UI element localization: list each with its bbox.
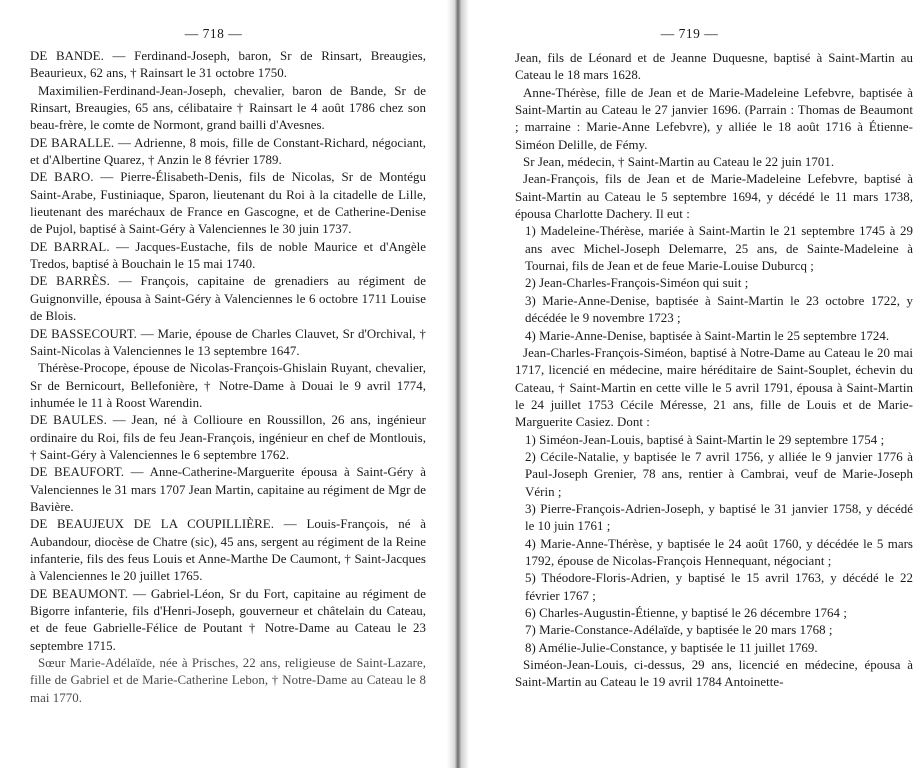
right-page: [469, 0, 918, 768]
right-page-text: [515, 50, 913, 692]
entry-de-bande: DE BANDE. — Ferdinand-Joseph, baron, Sr de Rinsart, Breaugies, Beaurieux, 62 ans, † Rainsart le 31 octobre 1750.: [30, 49, 426, 81]
child-item: 7) Marie-Constance-Adélaïde, y baptisée le 20 mars 1768 ;: [525, 623, 833, 638]
entry-paragraph: Maximilien-Ferdinand-Jean-Joseph, chevalier, baron de Bande, Sr de Rinsart, Breaugies, 65 ans, célibataire † Rainsart le 4 août 1786 chez son beau-frère, le comte de Normont, grand bailli d'Avesnes.: [30, 83, 426, 133]
page-number-left: — 718 —: [184, 26, 243, 41]
entry-de-beaufort: DE BEAUFORT. — Anne-Catherine-Marguerite épousa à Saint-Géry à Valenciennes le 31 mars 1707 Jean Martin, capitaine au régiment de Mgr de Bavière.: [30, 465, 426, 514]
left-page: [0, 0, 447, 768]
entry-paragraph: Jean-Charles-François-Siméon, baptisé à Notre-Dame au Cateau le 20 mai 1717, licencié en médecine, maire héréditaire de Saint-Souplet, échevin du Cateau, † Saint-Martin en cette ville le 5 avril 1791, épousa à Saint-Martin le 24 juillet 1753 Cécile Méresse, 21 ans, fille de Louis et de Marie-Marguerite Casiez. Dont :: [515, 345, 913, 430]
child-item: 3) Pierre-François-Adrien-Joseph, y baptisé le 31 janvier 1758, y décédé le 10 juin 1761 ;: [525, 501, 913, 534]
child-item: 1) Siméon-Jean-Louis, baptisé à Saint-Martin le 29 septembre 1754 ;: [525, 432, 885, 447]
book-gutter: [447, 0, 469, 768]
entry-de-beaumont: DE BEAUMONT. — Gabriel-Léon, Sr du Fort, capitaine au régiment de Bigorre infanterie, fils d'Henri-Joseph, gouverneur et châtelain du Cateau, et de feue Gabrielle-Félice de Poutant † Notre-Dame au Cateau le 23 septembre 1715.: [30, 586, 426, 653]
entry-de-beaujeux: DE BEAUJEUX DE LA COUPILLIÈRE. — Louis-François, né à Aubandour, diocèse de Chatre (sic), 45 ans, sergent au régiment de la Reine infanterie, fils des feus Louis et Anne-Marthe De Caumont, † Saint-Jacques à Valenciennes le 20 juillet 1765.: [30, 517, 426, 584]
entry-paragraph: Siméon-Jean-Louis, ci-dessus, 29 ans, licencié en médecine, épousa à Saint-Martin au Cateau le 19 avril 1784 Antoinette-: [515, 658, 913, 690]
child-item: 1) Madeleine-Thérèse, mariée à Saint-Martin le 21 septembre 1745 à 29 ans avec Michel-Joseph Delemarre, 25 ans, de Sainte-Madeleine à Tournai, fils de Jean et de feue Marie-Louise Duburcq ;: [525, 224, 913, 274]
entry-paragraph: Anne-Thérèse, fille de Jean et de Marie-Madeleine Lefebvre, baptisée à Saint-Martin au Cateau le 27 janvier 1696. (Parrain : Thomas de Beaumont ; marraine : Marie-Anne Lefebvre), y alliée le 18 août 1716 à Étienne-Siméon Delille, de Fémy.: [515, 85, 913, 152]
entry-de-baro: DE BARO. — Pierre-Élisabeth-Denis, fils de Nicolas, Sr de Montégu Saint-Arabe, Fustiniaque, Sparon, lieutenant du Roi à la citadelle de Lille, lieutenant des maréchaux de France en Gascogne, et de Catherine-Denise de Pujol, baptisé à Saint-Géry à Valenciennes le 30 juin 1737.: [30, 170, 426, 237]
entry-paragraph: Jean-François, fils de Jean et de Marie-Madeleine Lefebvre, baptisé à Saint-Martin au Cateau le 5 septembre 1694, y décédé le 11 mars 1738, épousa Charlotte Dachery. Il eut :: [515, 172, 913, 222]
child-item: 8) Amélie-Julie-Constance, y baptisée le 11 juillet 1769.: [525, 640, 818, 655]
left-page-text: [30, 48, 426, 707]
child-item: 2) Cécile-Natalie, y baptisée le 7 avril 1756, y alliée le 9 janvier 1776 à Paul-Joseph Grenier, 78 ans, rentier à Cambrai, veuf de Marie-Joseph Vérin ;: [525, 449, 913, 499]
child-item: 6) Charles-Augustin-Étienne, y baptisé le 26 décembre 1764 ;: [525, 606, 847, 620]
child-item: 4) Marie-Anne-Denise, baptisée à Saint-Martin le 25 septembre 1724.: [525, 328, 890, 343]
entry-de-baralle: DE BARALLE. — Adrienne, 8 mois, fille de Constant-Richard, négociant, et d'Albertine Quarez, † Anzin le 8 février 1789.: [30, 135, 426, 168]
child-item: 5) Théodore-Floris-Adrien, y baptisé le 15 avril 1763, y décédé le 22 février 1767 ;: [525, 571, 913, 603]
entry-de-barres: DE BARRÈS. — François, capitaine de grenadiers au régiment de Guignonville, épousa à Saint-Géry à Valenciennes le 6 octobre 1711 Louise de Blois.: [30, 274, 426, 324]
entry-de-barral: DE BARRAL. — Jacques-Eustache, fils de noble Maurice et d'Angèle Tredos, baptisé à Bouchain le 15 mai 1740.: [30, 239, 426, 272]
entry-paragraph: Jean, fils de Léonard et de Jeanne Duquesne, baptisé à Saint-Martin au Cateau le 18 mars 1628.: [515, 51, 913, 83]
entry-paragraph: Sœur Marie-Adélaïde, née à Prisches, 22 ans, religieuse de Saint-Lazare, fille de Gabriel et de Marie-Catherine Lebon, † Notre-Dame au Cateau le 8 mai 1770.: [30, 656, 426, 705]
child-item: 2) Jean-Charles-François-Siméon qui suit ;: [525, 276, 749, 291]
entry-paragraph: Thérèse-Procope, épouse de Nicolas-François-Ghislain Ruyant, chevalier, Sr de Bernicourt, Bellefonière, † Notre-Dame à Douai le 9 avril 1774, inhumée le 11 à Roost Warendin.: [30, 361, 426, 410]
entry-de-bassecourt: DE BASSECOURT. — Marie, épouse de Charles Clauvet, Sr d'Orchival, † Saint-Nicolas à Valenciennes le 13 septembre 1647.: [30, 326, 426, 358]
child-item: 4) Marie-Anne-Thérèse, y baptisée le 24 août 1760, y décédée le 5 mars 1792, épouse de Nicolas-François Hennequant, négociant ;: [525, 536, 913, 568]
entry-paragraph: Sr Jean, médecin, † Saint-Martin au Cateau le 22 juin 1701.: [523, 155, 835, 170]
child-item: 3) Marie-Anne-Denise, baptisée à Saint-Martin le 23 octobre 1722, y décédée le 9 novembre 1723 ;: [525, 293, 913, 326]
page-number-right: — 719 —: [660, 26, 719, 41]
entry-de-baules: DE BAULES. — Jean, né à Collioure en Roussillon, 26 ans, ingénieur ordinaire du Roi, fils de feu Jean-François, ingénieur en chef de Montlouis, † Saint-Géry à Valenciennes le 6 septembre 1762.: [30, 413, 426, 462]
